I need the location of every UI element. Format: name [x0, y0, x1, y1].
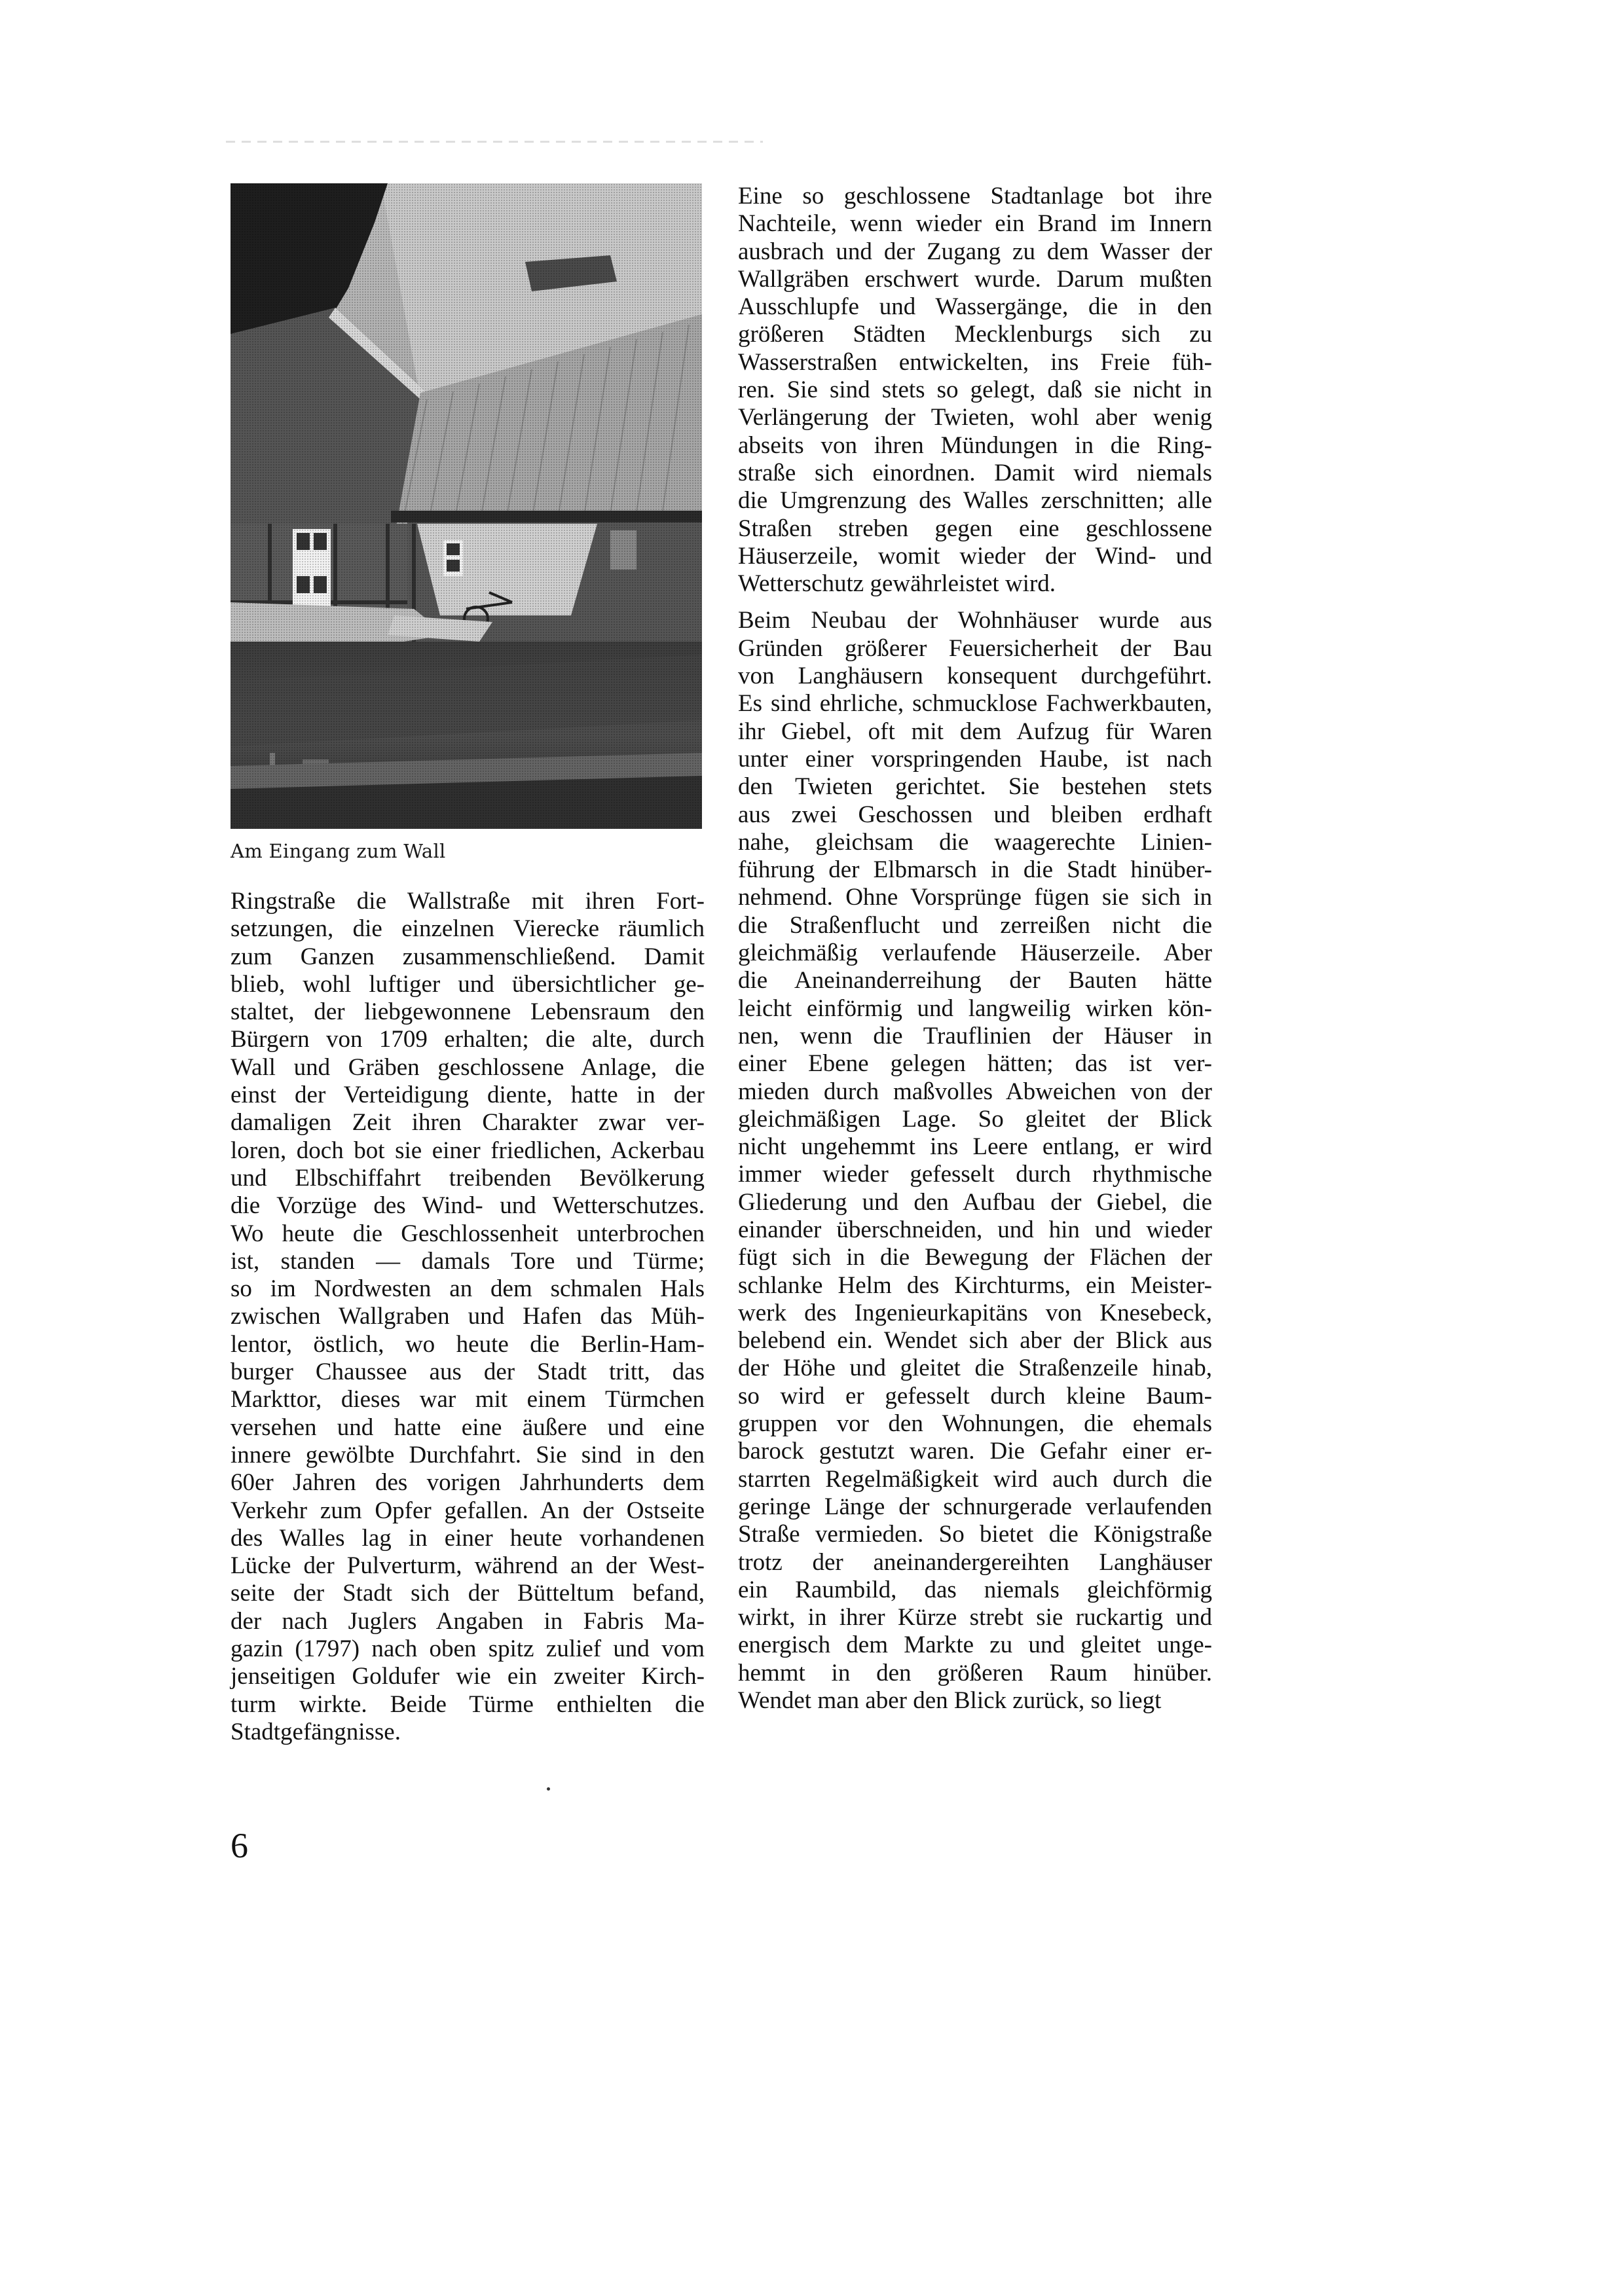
text-line: größeren Städten Mecklenburgs sich zu	[738, 321, 1212, 348]
left-column	[231, 888, 705, 1746]
text-line: zwischen Wallgraben und Hafen das Müh-	[231, 1303, 705, 1330]
text-line: Eine so geschlossene Stadtanlage bot ihre	[738, 183, 1212, 210]
text-line: einst der Verteidigung diente, hatte in der	[231, 1082, 705, 1109]
scan-speck	[547, 1787, 550, 1791]
text-line: Wallgräben erschwert wurde. Darum mußten	[738, 265, 1212, 293]
paragraph-right-2	[738, 607, 1212, 1715]
text-line: barock gestutzt waren. Die Gefahr einer er-	[738, 1438, 1212, 1465]
text-line: damaligen Zeit ihren Charakter zwar ver-	[231, 1109, 705, 1137]
text-line: Wasserstraßen entwickelten, ins Freie füh-	[738, 348, 1212, 376]
text-line: mieden durch maßvolles Abweichen von der	[738, 1078, 1212, 1105]
text-line: Straßen streben gegen eine geschlossene	[738, 515, 1212, 542]
text-line: straße sich einordnen. Damit wird niemals	[738, 459, 1212, 486]
text-line: turm wirkte. Beide Türme enthielten die	[231, 1690, 705, 1718]
text-line: Straße vermieden. So bietet die Königstraße	[738, 1521, 1212, 1548]
text-line: Ringstraße die Wallstraße mit ihren Fort-	[231, 888, 705, 915]
text-line: jenseitigen Goldufer wie ein zweiter Kirch-	[231, 1663, 705, 1690]
text-line: geringe Länge der schnurgerade verlaufenden	[738, 1493, 1212, 1520]
page-number: 6	[231, 1826, 248, 1865]
text-line: unter einer vorspringenden Haube, ist nach	[738, 745, 1212, 773]
paragraph-right-1	[738, 183, 1212, 598]
text-line: Beim Neubau der Wohnhäuser wurde aus	[738, 607, 1212, 634]
text-line: der Höhe und gleitet die Straßenzeile hinab,	[738, 1355, 1212, 1382]
text-line: belebend ein. Wendet sich aber der Blick aus	[738, 1327, 1212, 1355]
text-line: Gründen größerer Feuersicherheit der Bau	[738, 634, 1212, 662]
text-line: hemmt in den größeren Raum hinüber.	[738, 1659, 1212, 1686]
text-line: starrten Regelmäßigkeit wird auch durch die	[738, 1465, 1212, 1493]
text-line: Verlängerung der Twieten, wohl aber wenig	[738, 404, 1212, 431]
photo-houses-at-wall	[231, 183, 702, 829]
text-line: ein Raumbild, das niemals gleichförmig	[738, 1576, 1212, 1603]
text-line: Markttor, dieses war mit einem Türmchen	[231, 1386, 705, 1413]
scan-artifact-line	[226, 141, 763, 143]
text-line: ausbrach und der Zugang zu dem Wasser der	[738, 238, 1212, 265]
paragraph-left	[231, 888, 705, 1746]
text-line: loren, doch bot sie einer friedlichen, Ackerbau	[231, 1137, 705, 1164]
text-line: die Straßenflucht und zerreißen nicht die	[738, 911, 1212, 939]
text-line: die Vorzüge des Wind- und Wetterschutzes.	[231, 1192, 705, 1220]
figure-caption: Am Eingang zum Wall	[231, 840, 446, 862]
text-line: 60er Jahren des vorigen Jahrhunderts dem	[231, 1469, 705, 1497]
text-line: Nachteile, wenn wieder ein Brand im Innern	[738, 210, 1212, 238]
text-line: Gliederung und den Aufbau der Giebel, die	[738, 1188, 1212, 1216]
text-line: staltet, der liebgewonnene Lebensraum den	[231, 998, 705, 1026]
text-line: führung der Elbmarsch in die Stadt hinüber-	[738, 856, 1212, 884]
text-line: aus zwei Geschossen und bleiben erdhaft	[738, 801, 1212, 828]
text-line: ist, standen — damals Tore und Türme;	[231, 1247, 705, 1275]
text-line: Stadtgefängnisse.	[231, 1718, 401, 1745]
photo-illustration	[231, 183, 702, 829]
text-line: Ausschlupfe und Wassergänge, die in den	[738, 293, 1212, 321]
text-line: ihr Giebel, oft mit dem Aufzug für Waren	[738, 718, 1212, 745]
text-line: seite der Stadt sich der Bütteltum befand,	[231, 1580, 705, 1607]
text-line: werk des Ingenieurkapitäns von Knesebeck,	[738, 1299, 1212, 1326]
text-line: einander überschneiden, und hin und wieder	[738, 1216, 1212, 1243]
text-line: nen, wenn die Trauflinien der Häuser in	[738, 1022, 1212, 1049]
text-line: so im Nordwesten an dem schmalen Hals	[231, 1275, 705, 1303]
text-line: ren. Sie sind stets so gelegt, daß sie nicht in	[738, 376, 1212, 404]
right-column	[738, 183, 1212, 1715]
text-line: nahe, gleichsam die waagerechte Linien-	[738, 828, 1212, 856]
text-line: Häuserzeile, womit wieder der Wind- und	[738, 542, 1212, 570]
text-line: burger Chaussee aus der Stadt tritt, das	[231, 1358, 705, 1386]
text-line: wirkt, in ihrer Kürze strebt sie ruckartig und	[738, 1604, 1212, 1631]
text-line: innere gewölbte Durchfahrt. Sie sind in den	[231, 1441, 705, 1468]
text-line: Wall und Gräben geschlossene Anlage, die	[231, 1053, 705, 1081]
text-line: einer Ebene gelegen hätten; das ist ver-	[738, 1050, 1212, 1078]
text-line: energisch dem Markte zu und gleitet unge-	[738, 1631, 1212, 1659]
text-line: setzungen, die einzelnen Vierecke räumlich	[231, 915, 705, 943]
text-line: Wo heute die Geschlossenheit unterbrochen	[231, 1220, 705, 1247]
text-line: lentor, östlich, wo heute die Berlin-Ham-	[231, 1330, 705, 1358]
text-line: fügt sich in die Bewegung der Flächen der	[738, 1244, 1212, 1271]
text-line: des Walles lag in einer heute vorhandenen	[231, 1524, 705, 1552]
text-line: von Langhäusern konsequent durchgeführt.	[738, 663, 1212, 690]
text-line: versehen und hatte eine äußere und eine	[231, 1413, 705, 1441]
text-line: schlanke Helm des Kirchturms, ein Meister-	[738, 1271, 1212, 1299]
text-line: Wendet man aber den Blick zurück, so liegt	[738, 1687, 1162, 1715]
text-line: Lücke der Pulverturm, während an der West-	[231, 1552, 705, 1580]
text-line: zum Ganzen zusammenschließend. Damit	[231, 943, 705, 970]
text-line: gruppen vor den Wohnungen, die ehemals	[738, 1410, 1212, 1438]
text-line: immer wieder gefesselt durch rhythmische	[738, 1161, 1212, 1188]
text-line: den Twieten gerichtet. Sie bestehen stets	[738, 773, 1212, 801]
text-line: nicht ungehemmt ins Leere entlang, er wird	[738, 1133, 1212, 1161]
text-line: Bürgern von 1709 erhalten; die alte, durch	[231, 1026, 705, 1053]
text-line: blieb, wohl luftiger und übersichtlicher ge-	[231, 970, 705, 998]
text-line: die Aneinanderreihung der Bauten hätte	[738, 967, 1212, 994]
text-line: so wird er gefesselt durch kleine Baum-	[738, 1382, 1212, 1410]
text-line: die Umgrenzung des Walles zerschnitten; alle	[738, 487, 1212, 515]
text-line: Verkehr zum Opfer gefallen. An der Ostseite	[231, 1497, 705, 1524]
text-line: gazin (1797) nach oben spitz zulief und vom	[231, 1635, 705, 1663]
text-line: der nach Juglers Angaben in Fabris Ma-	[231, 1607, 705, 1635]
text-line: Es sind ehrliche, schmucklose Fachwerkbauten,	[738, 690, 1212, 718]
text-line: Wetterschutz gewährleistet wird.	[738, 570, 1056, 598]
text-line: nehmend. Ohne Vorsprünge fügen sie sich in	[738, 884, 1212, 911]
text-line: abseits von ihren Mündungen in die Ring-	[738, 431, 1212, 459]
text-line: und Elbschiffahrt treibenden Bevölkerung	[231, 1164, 705, 1192]
text-line: leicht einförmig und langweilig wirken kön-	[738, 994, 1212, 1022]
text-line: gleichmäßigen Lage. So gleitet der Blick	[738, 1105, 1212, 1133]
text-line: trotz der aneinandergereihten Langhäuser	[738, 1548, 1212, 1576]
text-line: gleichmäßig verlaufende Häuserzeile. Aber	[738, 939, 1212, 967]
